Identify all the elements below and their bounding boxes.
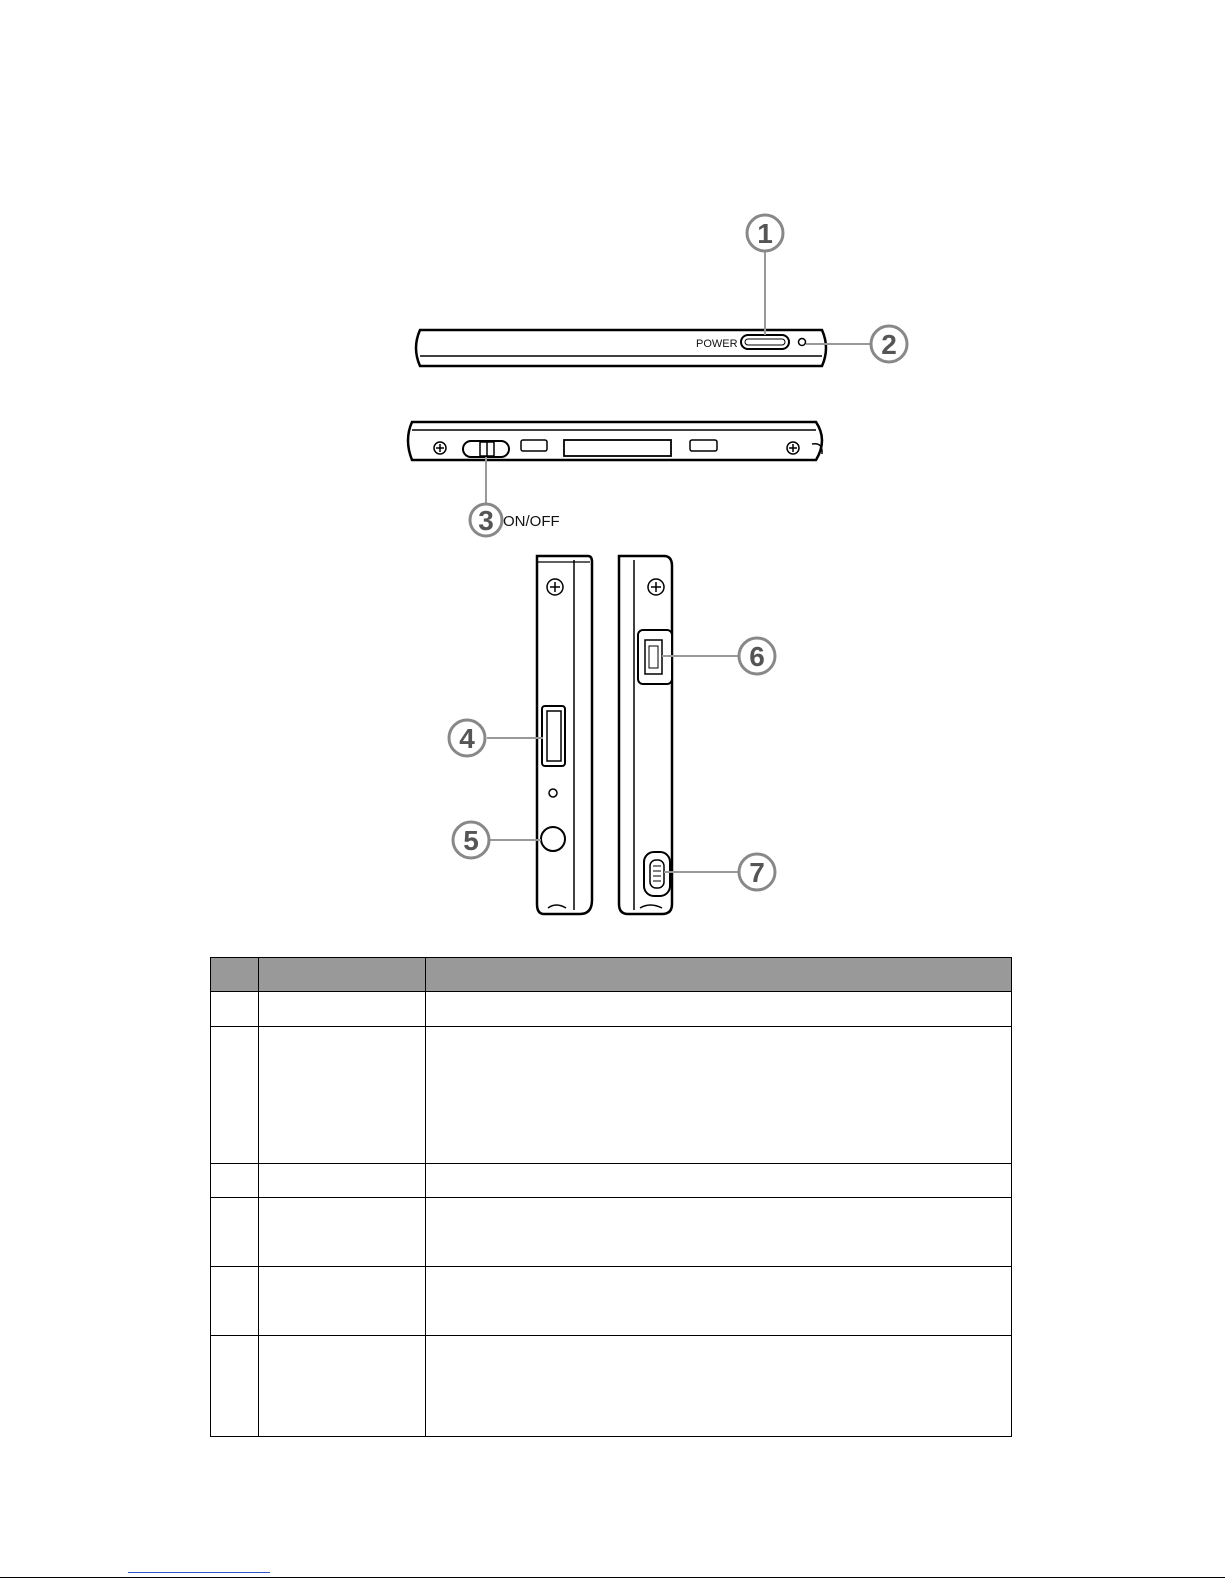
svg-text:4: 4: [459, 723, 475, 754]
parts-table: [210, 957, 1012, 1437]
svg-text:1: 1: [757, 218, 773, 249]
cell-name: [259, 1336, 426, 1437]
left-side-view: [537, 556, 592, 914]
svg-text:7: 7: [749, 857, 765, 888]
callout-3: [470, 457, 560, 536]
top-edge-view: [416, 330, 826, 366]
cell-name: [259, 1027, 426, 1164]
power-label: POWER: [696, 338, 738, 350]
svg-text:5: 5: [463, 825, 479, 856]
header-name: [259, 958, 426, 992]
callout-1: [747, 215, 783, 335]
table-row: [211, 1164, 1012, 1198]
power-button: [741, 335, 789, 349]
callout-6: [662, 638, 775, 674]
header-description: [426, 958, 1012, 992]
power-indicator-led: [799, 339, 806, 346]
cell-number: [211, 1164, 259, 1198]
cell-description: [426, 1164, 1012, 1198]
svg-text:3: 3: [478, 505, 494, 536]
svg-text:6: 6: [749, 641, 765, 672]
cell-name: [259, 992, 426, 1027]
cell-number: [211, 992, 259, 1027]
cell-description: [426, 1198, 1012, 1267]
svg-text:2: 2: [881, 329, 897, 360]
callout-4: [449, 720, 543, 756]
cell-description: [426, 1267, 1012, 1336]
cell-name: [259, 1198, 426, 1267]
cell-description: [426, 1336, 1012, 1437]
bottom-edge-view: [408, 422, 822, 460]
cell-description: [426, 1027, 1012, 1164]
cell-name: [259, 1164, 426, 1198]
table-row: [211, 1267, 1012, 1336]
footer-rule: [0, 1577, 1225, 1578]
table-row: [211, 1336, 1012, 1437]
slot-small-right: [690, 440, 717, 451]
cell-description: [426, 992, 1012, 1027]
headphone-jack: [541, 827, 565, 851]
cell-number: [211, 1027, 259, 1164]
footer-link-underline: [128, 1572, 270, 1573]
slot-small-left: [521, 440, 547, 451]
table-header-row: [211, 958, 1012, 992]
card-slot: [564, 440, 671, 456]
callout-5: [453, 822, 541, 858]
right-side-view: [619, 556, 672, 914]
cell-number: [211, 1267, 259, 1336]
cell-name: [259, 1267, 426, 1336]
cell-number: [211, 1336, 259, 1437]
table-row: [211, 992, 1012, 1027]
onoff-label: ON/OFF: [503, 513, 560, 530]
callout-7: [664, 854, 775, 890]
table-row: [211, 1198, 1012, 1267]
table-row: [211, 1027, 1012, 1164]
header-number: [211, 958, 259, 992]
cell-number: [211, 1198, 259, 1267]
